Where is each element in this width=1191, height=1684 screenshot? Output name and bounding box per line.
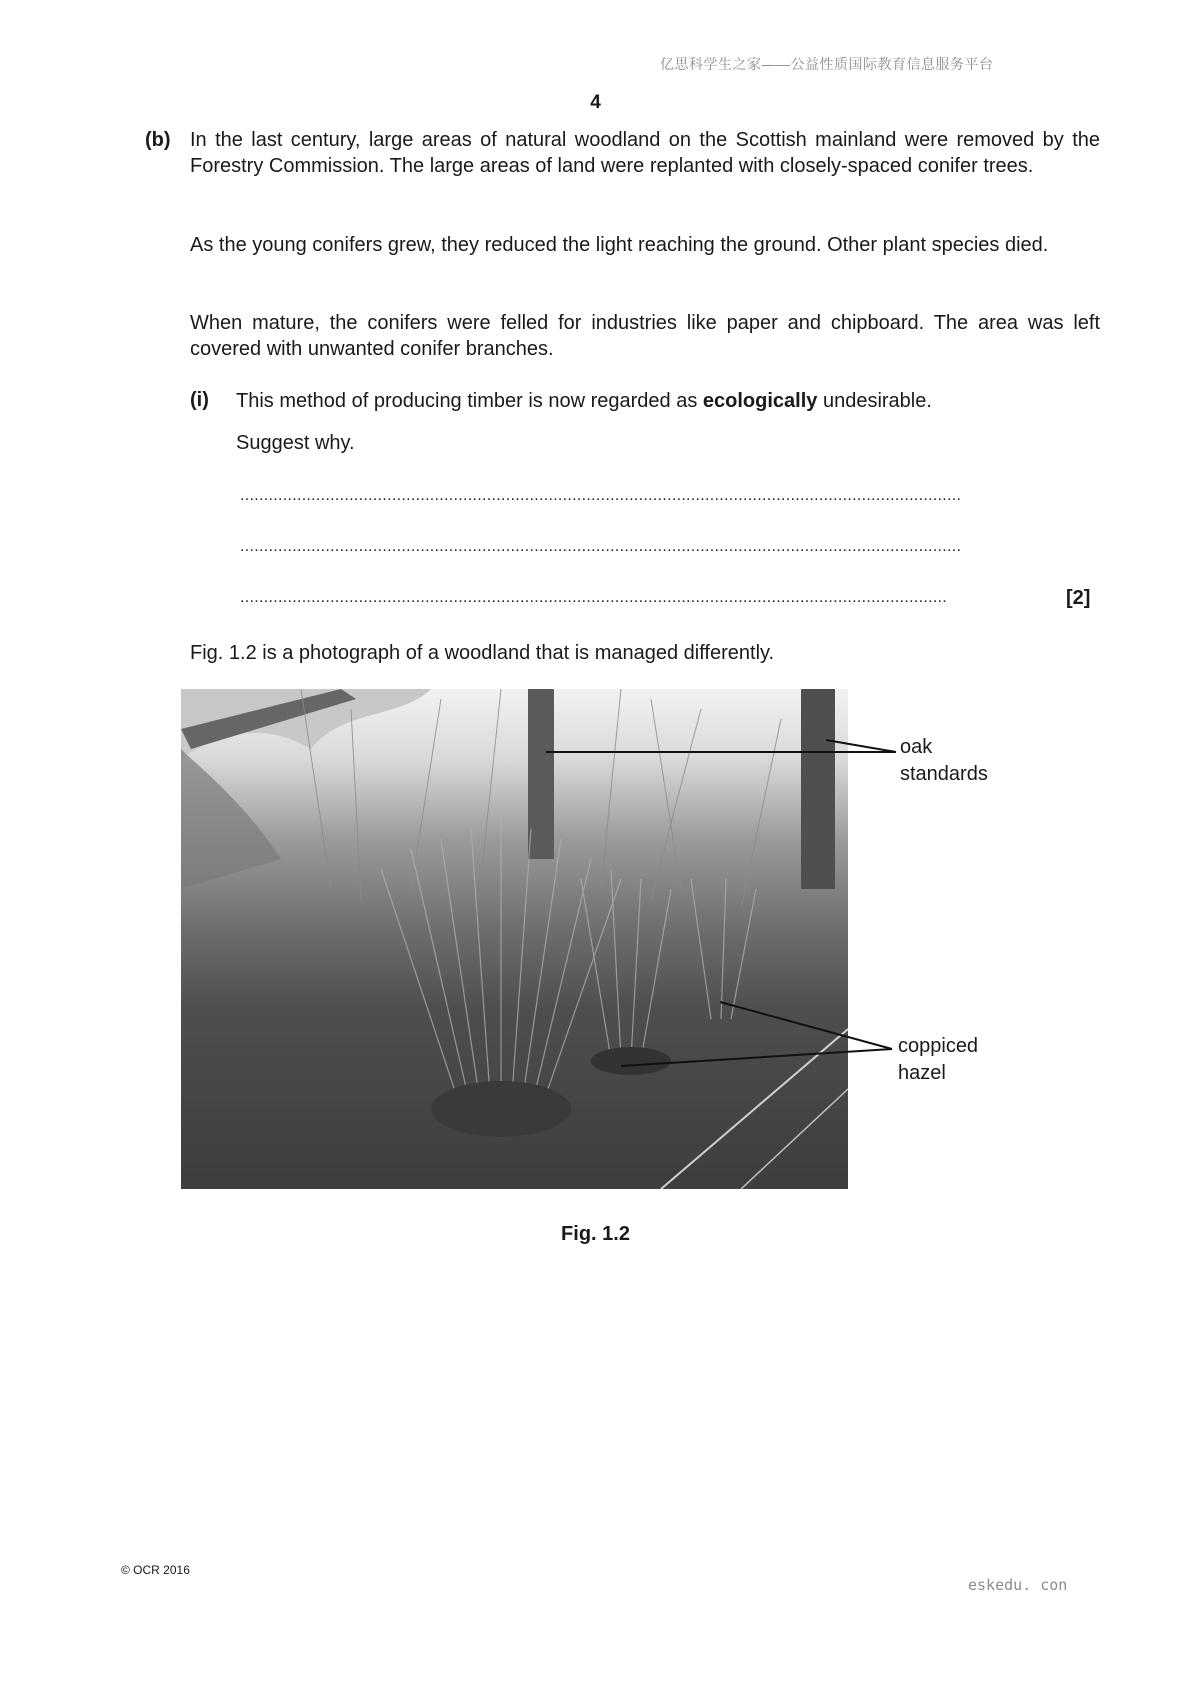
paragraph-3: When mature, the conifers were felled for industries like paper and chipboard. The area was left covered with unwanted conifer branches.	[190, 312, 1100, 360]
label-oak-line2: standards	[900, 763, 988, 785]
label-hazel-line1: coppiced	[898, 1035, 979, 1057]
part-label: (b)	[145, 129, 171, 151]
question-text-end: undesirable.	[817, 390, 932, 412]
paragraph-2: As the young conifers grew, they reduced the light reaching the ground. Other plant species died.	[190, 234, 1049, 256]
paragraph-1: In the last century, large areas of natural woodland on the Scottish mainland were removed by the Forestry Commission. The large areas of land were replanted with closely-spaced conifer trees.	[190, 129, 1100, 177]
label-hazel-line2: hazel	[898, 1062, 946, 1084]
question-bold-word: ecologically	[702, 390, 818, 412]
answer-line-2[interactable]: ........................................................................................................................................................	[240, 538, 962, 555]
answer-line-1[interactable]: ........................................................................................................................................................	[240, 487, 962, 504]
answer-line-3[interactable]: .....................................................................................................................................................	[240, 589, 948, 606]
figure-intro: Fig. 1.2 is a photograph of a woodland that is managed differently.	[190, 642, 775, 664]
suggest-prompt: Suggest why.	[236, 432, 355, 454]
page-number: 4	[590, 92, 601, 113]
watermark-text: 亿思科学生之家——公益性质国际教育信息服务平台	[660, 56, 994, 72]
label-oak-line1: oak	[900, 736, 933, 758]
marks-label: [2]	[1066, 587, 1091, 609]
question-text-part: This method of producing timber is now regarded as	[236, 390, 703, 412]
label-coppiced-hazel	[898, 1033, 978, 1087]
woodland-photo-drawing	[181, 689, 848, 1189]
figure-caption: Fig. 1.2	[561, 1223, 630, 1245]
copyright-text: © OCR 2016	[121, 1563, 190, 1577]
subpart-question	[236, 388, 932, 414]
woodland-photo	[181, 689, 848, 1189]
subpart-label: (i)	[190, 389, 209, 411]
site-text: eskedu. con	[968, 1576, 1068, 1594]
label-oak-standards	[900, 734, 988, 788]
